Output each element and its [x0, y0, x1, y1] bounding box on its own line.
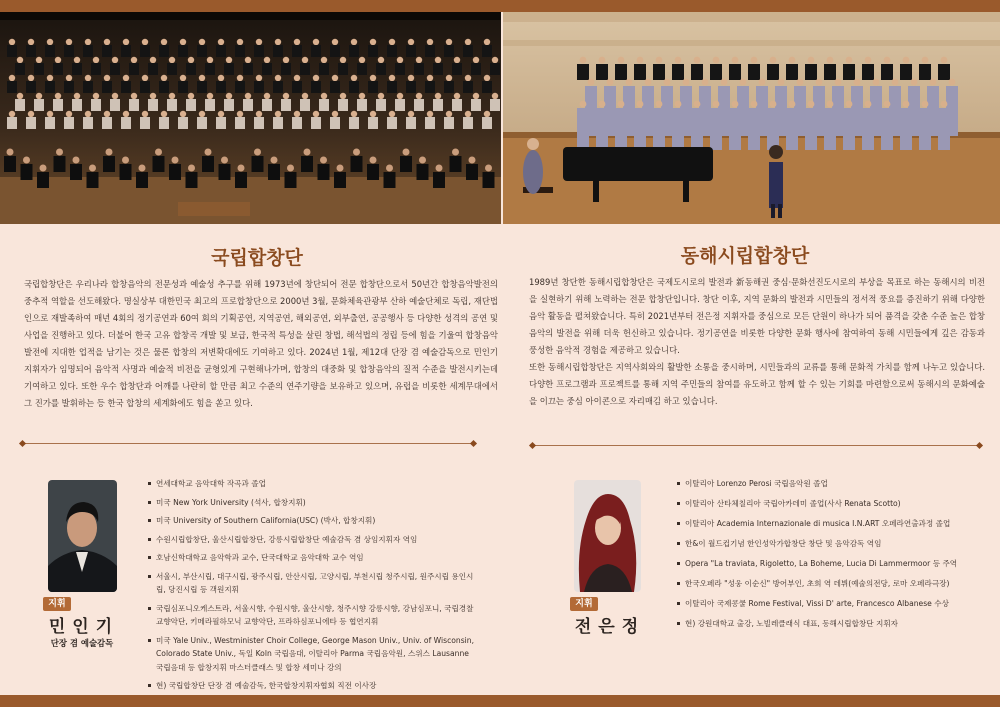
career-item: 한국오페라 "성웅 이순신" 방어부인, 초희 역 데뷔(예술의전당, 로마 오페라극장) — [677, 577, 977, 591]
career-item: 현) 국립합창단 단장 겸 예술감독, 한국합창지휘자협회 직전 이사장 — [148, 679, 478, 693]
conductor-min-name: 민인기 — [48, 617, 120, 637]
conductor-min-role-badge: 지휘 — [43, 597, 71, 611]
conductor-jeon-career-list — [677, 477, 977, 637]
national-choir-section — [12, 224, 502, 412]
donghae-choir-description-2: 또한 동해시립합창단은 지역사회와의 활발한 소통을 중시하며, 시민들과의 교류를 통해 문화적 가치를 함께 나누고 있습니다. 다양한 프로그램과 프로젝트를 통해 지역 주민들의 참여를 유도하고 함께 할 수 있는 기회를 마련함으로써 동해시의 문화예술을 이끄는 중심 아이콘으로 자리매김 하고 있습니다. — [529, 362, 985, 406]
donghae-choir-section — [505, 224, 985, 410]
conductor-min-title: 단장 겸 예술감독 — [50, 638, 114, 648]
national-choir-description: 국립합창단은 우리나라 합창음악의 전문성과 예술성 추구를 위해 1973년에 창단되어 전문 합창단으로서 50년간 합창음악발전의 중추적 역할을 선도해왔다. 명실상부 대한민국 최고의 프로합창단으로 2000년 3월, 문화체육관광부 산하 예술단체로 독립, 재단법인으로 재발족하여 매년 4회의 정기공연과 60여 회의 기획공연, 지역공연, 해외공연, 외부출연, 공공행사 등 다양한 성격의 공연 및 사업을 진행하고 있다. 더불어 한국 고유 합창곡 개발 및 보급, 한국적 특성을 살린 창법, 해석법의 정립 등에 힘을 기울여 합창음악 발전에 지대한 업적을 남기는 것은 물론 합창의 저변확대에도 기여하고 있다. 2024년 1월, 제12대 단장 겸 예술감독으로 민인기 지휘자가 임명되어 음악적 사명과 예술적 비전을 균형있게 구현해나가며, 합창의 대중화 및 합창음악의 질적 수준을 발전시키는데 기여하고 있다. 또한 우수 합창단과 어깨를 나란히 할 만큼 최고 수준의 연주기량을 보유하고 있으며, 유럽을 비롯한 세계무대에서 그 진가를 발휘하는 등 한국 합창의 세계화에도 힘을 쏟고 있다. — [24, 279, 498, 408]
conductor-min-career-list — [148, 477, 478, 698]
conductor-jeon-name: 전은정 — [574, 617, 646, 637]
donghae-choir-title: 동해시립합창단 — [680, 245, 810, 267]
career-item: 한&이 월드컵기념 한인성악가합창단 창단 및 음악감독 역임 — [677, 537, 977, 551]
career-item: 서울시, 부산시립, 대구시립, 광주시립, 안산시립, 고양시립, 부천시립 청주시립, 원주시립 용인시립, 당진시립 등 객원지휘 — [148, 570, 478, 597]
top-band — [0, 0, 1000, 12]
career-item: 미국 Yale Univ., Westminister Choir College, George Mason Univ., Univ. of Wisconsin, Colorado State Univ., 독일 Koln 국립음대, 이탈리아 Parma 국립음악원, 스위스 Lausanne 국립음대 등 합창지휘 마스터클래스 및 합창 세미나 강의 — [148, 634, 478, 675]
left-divider — [22, 443, 474, 444]
career-item: 이탈리아 Lorenzo Perosi 국립음악원 졸업 — [677, 477, 977, 491]
donghae-choir-description: 1989년 창단한 동해시립합창단은 국제도시로의 발전과 新동해권 중심·문화선진도시로의 부상을 목표로 하는 동해시의 비전을 실현하기 위해 노력하는 전문 합창단입니다. 창단 이후, 지역 문화의 발전과 시민들의 정서적 풍요를 증진하기 위해 다양한 음악 활동을 펼쳐왔습니다. 특히 2021년부터 전은정 지휘자를 중심으로 모든 단원이 하나가 되어 품격을 갖춘 수준 높은 합창 음악의 발전을 위해 더욱 헌신하고 있습니다. 정기공연을 비롯한 다양한 문화 행사에 참여하여 동해 시민들에게 깊은 감동과 풍성한 음악적 경험을 제공하고 있습니다. — [529, 277, 985, 355]
donghae-choir-concert-photo — [503, 12, 1000, 224]
conductor-jeon-portrait — [574, 480, 641, 592]
conductor-jeon-role-badge: 지휘 — [570, 597, 598, 611]
career-item: 이탈리아 Academia Internazionale di musica I.N.ART 오페라연출과정 졸업 — [677, 517, 977, 531]
career-item: 이탈리아 산타체칠리아 국립아카데미 졸업(사사 Renata Scotto) — [677, 497, 977, 511]
national-choir-title: 국립합창단 — [211, 247, 303, 269]
conductor-min-portrait — [48, 480, 117, 592]
career-item: 호남신학대학교 음악학과 교수, 단국대학교 음악대학 교수 역임 — [148, 551, 478, 565]
bottom-band — [0, 695, 1000, 707]
career-item: 미국 University of Southern California(USC) (박사, 합창지휘) — [148, 514, 478, 528]
career-item: 미국 New York University (석사, 합창지휘) — [148, 496, 478, 510]
career-item: Opera "La traviata, Rigoletto, La Boheme, Lucia Di Lammermoor 등 주역 — [677, 557, 977, 571]
career-item: 현) 강원대학교 출강, 노빌레클래식 대표, 동해시립합창단 지휘자 — [677, 617, 977, 631]
career-item: 국립심포니오케스트라, 서울시향, 수원시향, 울산시향, 청주시향 강릉시향, 강남심포니, 국립경찰교향악단, 키메라필하모닉 교향악단, 프라하심포니에타 등 협연지휘 — [148, 602, 478, 629]
career-item: 이탈리아 국제콩쿨 Rome Festival, Vissi D' arte, Francesco Albanese 수상 — [677, 597, 977, 611]
career-item: 수원시립합창단, 울산시립합창단, 강릉시립합창단 예술감독 겸 상임지휘자 역임 — [148, 533, 478, 547]
right-divider — [532, 445, 980, 446]
career-item: 연세대학교 음악대학 작곡과 졸업 — [148, 477, 478, 491]
national-choir-concert-photo — [0, 12, 501, 224]
